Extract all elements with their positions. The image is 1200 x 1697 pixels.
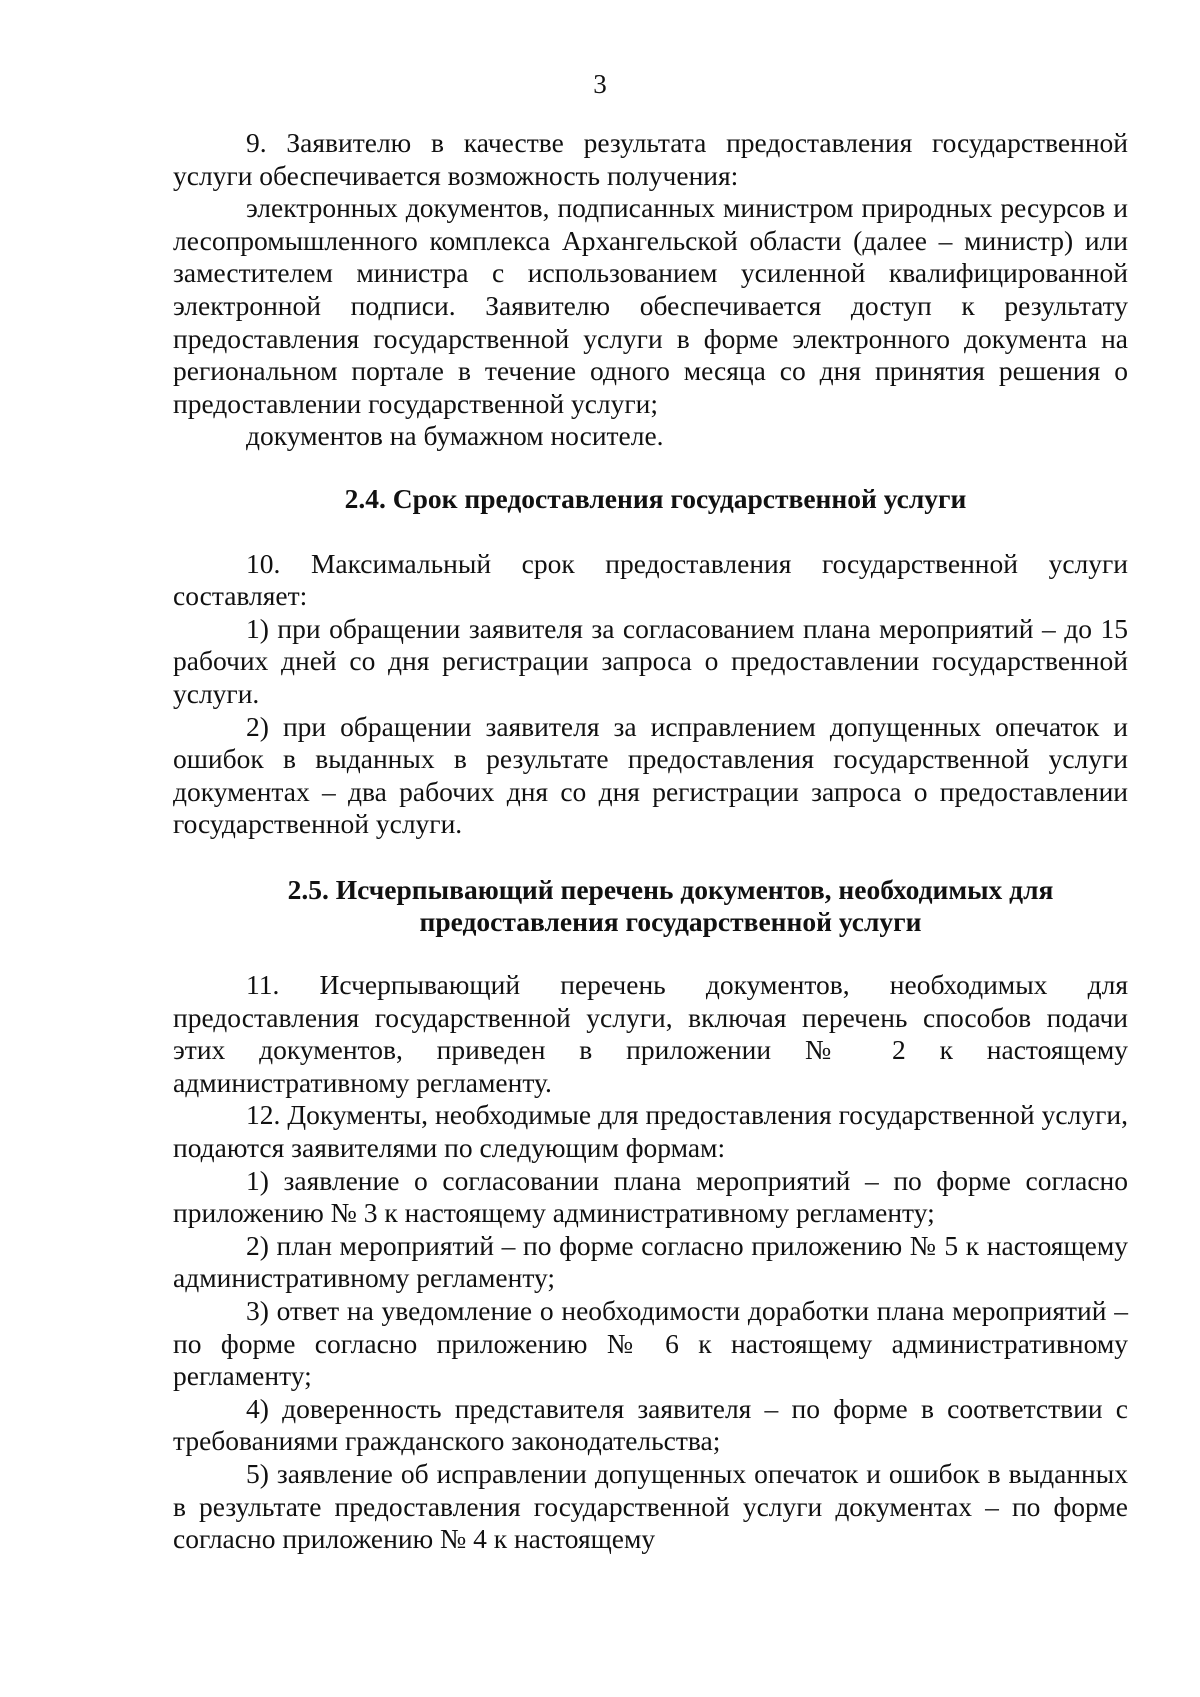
paragraph-12-item-1: 1) заявление о согласовании плана мероприятий – по форме согласно приложению № 3 к настоящему административному регламенту;	[173, 1164, 1128, 1229]
paragraph-12-item-4: 4) доверенность представителя заявителя – по форме в соответствии с требованиями гражданского законодательства;	[173, 1392, 1128, 1457]
paragraph-10-item-1: 1) при обращении заявителя за согласованием плана мероприятий – до 15 рабочих дней со дня регистрации запроса о предоставлении государственной услуги.	[173, 612, 1128, 709]
paragraph-10-item-2: 2) при обращении заявителя за исправлением допущенных опечаток и ошибок в выданных в результате предоставления государственной услуги документах – два рабочих дня со дня регистрации запроса о предоставлении государственной услуги.	[173, 710, 1128, 840]
section-2-5-heading	[173, 874, 1128, 939]
section-2-5-heading-line-2: предоставления государственной услуги	[419, 906, 922, 938]
paragraph-12-item-3: 3) ответ на уведомление о необходимости доработки плана мероприятий – по форме согласно приложению № 6 к настоящему административному регламенту;	[173, 1295, 1128, 1392]
section-2-5-heading-line-1: 2.5. Исчерпывающий перечень документов, необходимых для	[287, 873, 1054, 905]
paragraph-12-item-5: 5) заявление об исправлении допущенных опечаток и ошибок в выданных в результате предоставления государственной услуги документах – по форме согласно приложению № 4 к настоящему	[173, 1457, 1128, 1555]
section-2-4-heading: 2.4. Срок предоставления государственной услуги	[344, 482, 967, 514]
paragraph-10: 10. Максимальный срок предоставления государственной услуги составляет:	[173, 547, 1128, 612]
paragraph-12-item-2: 2) план мероприятий – по форме согласно приложению № 5 к настоящему административному регламенту;	[173, 1229, 1128, 1294]
page-number: 3	[593, 69, 607, 99]
paragraph-11: 11. Исчерпывающий перечень документов, необходимых для предоставления государственной услуги, включая перечень способов подачи этих документов, приведен в приложении № 2 к настоящему административному регламенту.	[173, 969, 1128, 1098]
document-body	[173, 127, 1128, 1556]
paragraph-12: 12. Документы, необходимые для предоставления государственной услуги, подаются заявителями по следующим формам:	[173, 1099, 1128, 1164]
paragraph-electronic-documents: электронных документов, подписанных министром природных ресурсов и лесопромышленного комплекса Архангельской области (далее – министр) или заместителем министра с использованием усиленной квалифицированной электронной подписи. Заявителю обеспечивается доступ к результату предоставления государственной услуги в форме электронного документа на региональном портале в течение одного месяца со дня принятия решения о предоставлении государственной услуги;	[173, 192, 1128, 419]
paragraph-9: 9. Заявителю в качестве результата предоставления государственной услуги обеспечивается возможность получения:	[173, 127, 1128, 191]
paragraph-paper-documents: документов на бумажном носителе.	[246, 420, 664, 452]
